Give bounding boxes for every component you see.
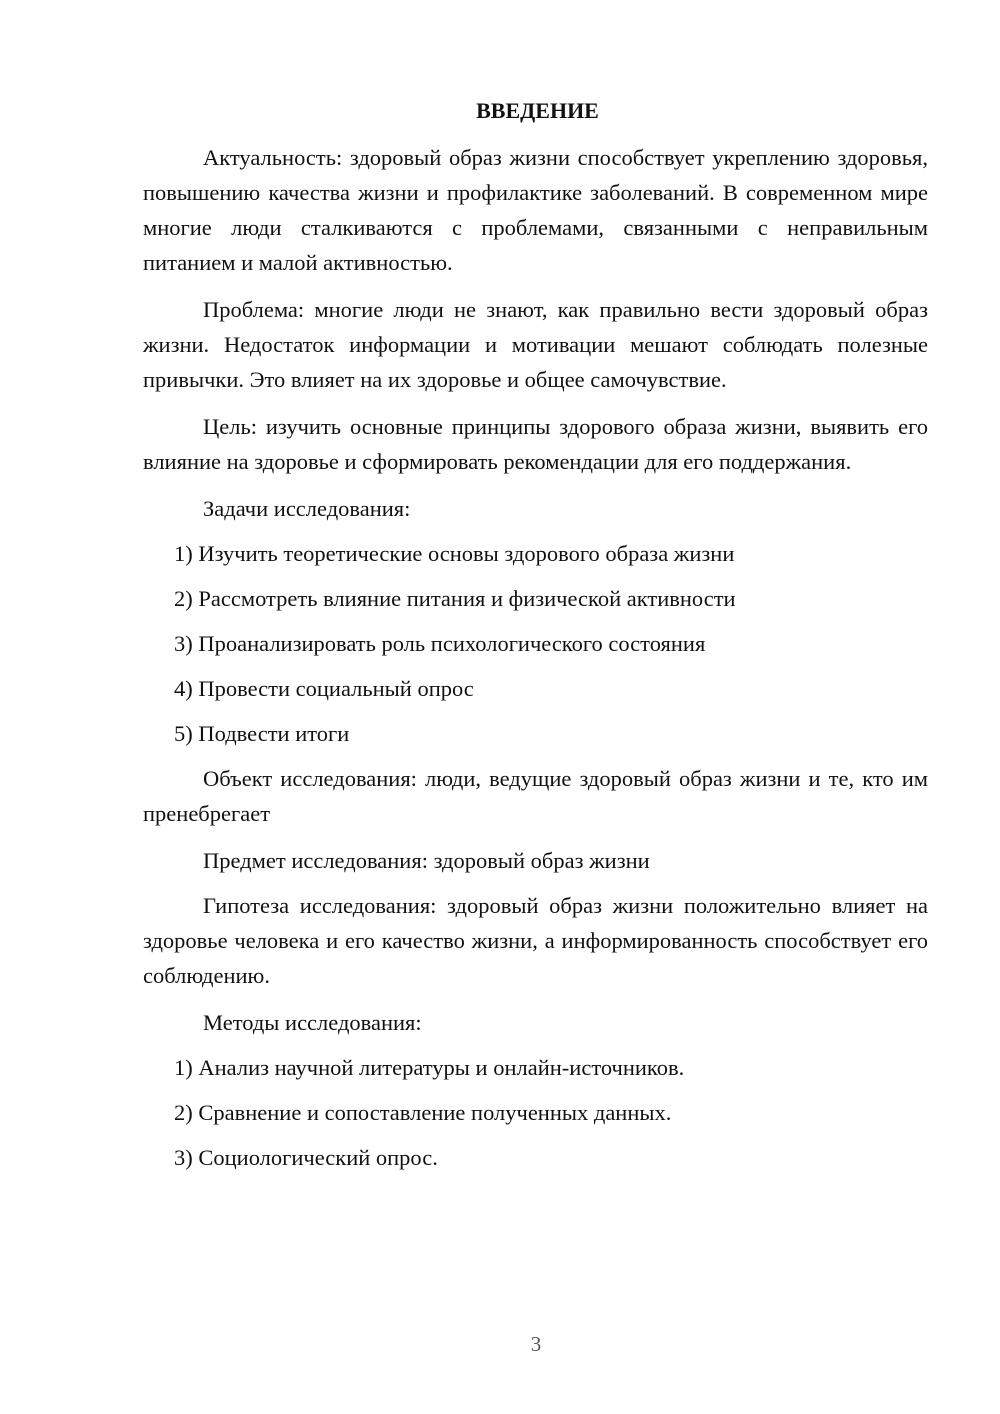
methods-list bbox=[143, 1050, 928, 1175]
paragraph-goal: Цель: изучить основные принципы здорового образа жизни, выявить его влияние на здоровье и сформировать рекомендации для его поддержания. bbox=[143, 414, 928, 474]
page-content bbox=[143, 96, 928, 1185]
list-item: 3) Социологический опрос. bbox=[174, 1145, 438, 1170]
paragraph-problem: Проблема: многие люди не знают, как правильно вести здоровый образ жизни. Недостаток информации и мотивации мешают соблюдать полезные привычки. Это влияет на их здоровье и общее самочувствие. bbox=[143, 297, 928, 392]
list-item: 4) Провести социальный опрос bbox=[174, 676, 474, 701]
page-number: 3 bbox=[530, 1332, 542, 1356]
list-item: 2) Рассмотреть влияние питания и физической активности bbox=[174, 586, 736, 611]
list-item: 1) Изучить теоретические основы здорового образа жизни bbox=[174, 541, 735, 566]
list-item: 1) Анализ научной литературы и онлайн-источников. bbox=[174, 1055, 685, 1080]
paragraph-object: Объект исследования: люди, ведущие здоровый образ жизни и те, кто им пренебрегает bbox=[143, 766, 928, 826]
tasks-list bbox=[143, 536, 928, 751]
paragraph-hypothesis: Гипотеза исследования: здоровый образ жизни положительно влияет на здоровье человека и его качество жизни, а информированность способствует его соблюдению. bbox=[143, 893, 928, 988]
paragraph-relevance: Актуальность: здоровый образ жизни способствует укреплению здоровья, повышению качества жизни и профилактике заболеваний. В современном мире многие люди сталкиваются с проблемами, связанными с неправильным питанием и малой активностью. bbox=[143, 145, 928, 275]
paragraph-subject: Предмет исследования: здоровый образ жизни bbox=[203, 848, 650, 873]
methods-heading: Методы исследования: bbox=[203, 1010, 422, 1035]
list-item: 2) Сравнение и сопоставление полученных данных. bbox=[174, 1100, 672, 1125]
tasks-heading: Задачи исследования: bbox=[203, 496, 411, 521]
page-title: ВВЕДЕНИЕ bbox=[476, 98, 599, 123]
list-item: 5) Подвести итоги bbox=[174, 721, 350, 746]
list-item: 3) Проанализировать роль психологического состояния bbox=[174, 631, 706, 656]
